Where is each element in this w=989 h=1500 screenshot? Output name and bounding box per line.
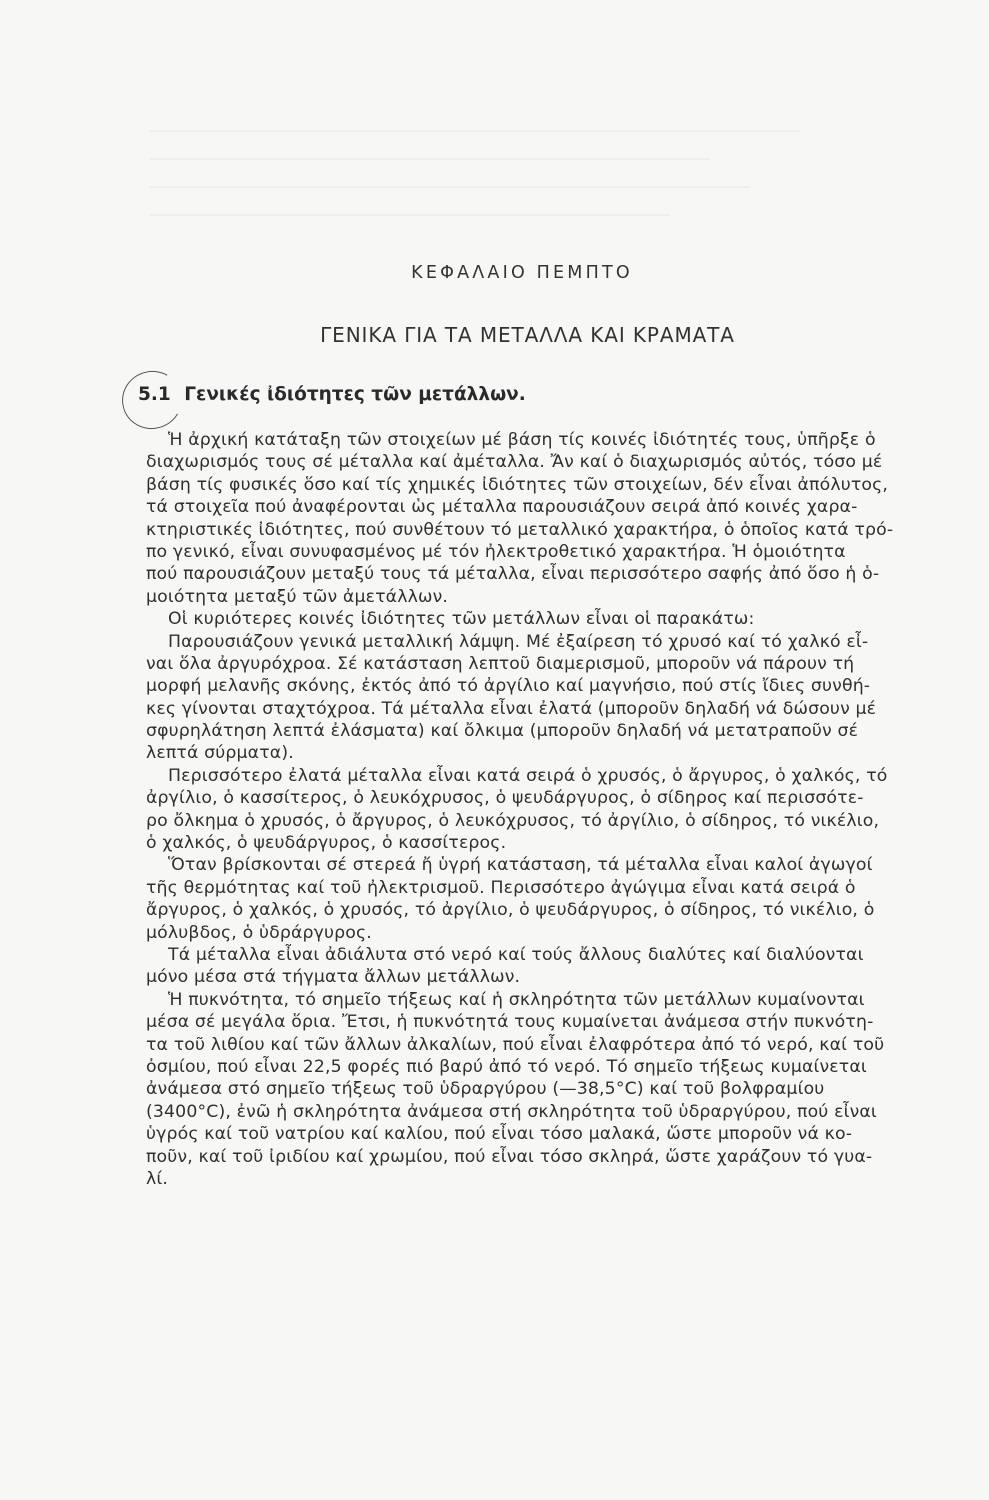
text-line: Παρουσιάζουν γενικά μεταλλική λάμψη. Μέ ἐξαίρεση τό χρυσό καί τό χαλκό εἶ- — [168, 631, 869, 652]
text-line: ναι ὅλα ἀργυρόχροα. Σέ κατάσταση λεπτοῦ διαμερισμοῦ, μποροῦν νά πάρουν τή — [146, 653, 855, 674]
text-line: τά στοιχεῖα πού ἀναφέρονται ὡς μέταλλα παρουσιάζουν σειρά ἀπό κοινές χαρα- — [146, 497, 858, 518]
text-line: μοιότητα μεταξύ τῶν ἀμετάλλων. — [146, 586, 449, 607]
text-line: ὀσμίου, πού εἶναι 22,5 φορές πιό βαρύ ἀπό τό νερό. Τό σημεῖο τήξεως κυμαίνεται — [146, 1056, 867, 1077]
text-line: κτηριστικές ἰδιότητες, πού συνθέτουν τό μεταλλικό χαρακτήρα, ὁ ὁποῖος κατά τρό- — [146, 519, 894, 540]
text-line: Περισσότερο ἐλατά μέταλλα εἶναι κατά σειρά ὁ χρυσός, ὁ ἄργυρος, ὁ χαλκός, τό — [168, 765, 888, 786]
text-line: μέσα σέ μεγάλα ὅρια. Ἔτσι, ἡ πυκνότητά τους κυμαίνεται ἀνάμεσα στήν πυκνότη- — [146, 1012, 874, 1033]
hand-drawn-circle — [116, 364, 189, 436]
text-line: πού παρουσιάζουν μεταξύ τους τά μέταλλα, εἶναι περισσότερο σαφής ἀπό ὅσο ἡ ὁ- — [146, 564, 880, 585]
text-line: πο γενικό, εἶναι συνυφασμένος μέ τόν ἠλεκτροθετικό χαρακτήρα. Ἡ ὁμοιότητα — [146, 541, 846, 562]
bleed-through-line — [150, 186, 750, 188]
text-line: τα τοῦ λιθίου καί τῶν ἄλλων ἀλκαλίων, πού εἶναι ἐλαφρότερα ἀπό τό νερό, καί τοῦ — [146, 1034, 885, 1055]
text-line: (3400°C), ἐνῶ ἡ σκληρότητα ἀνάμεσα στή σκληρότητα τοῦ ὑδραργύρου, πού εἶναι — [146, 1101, 877, 1122]
text-line: μόνο μέσα στά τήγματα ἄλλων μετάλλων. — [146, 967, 521, 988]
text-line: διαχωρισμός τους σέ μέταλλα καί ἀμέταλλα. Ἄν καί ὁ διαχωρισμός αὐτός, τόσο μέ — [146, 452, 883, 473]
text-line: ὑγρός καί τοῦ νατρίου καί καλίου, πού εἶναι τόσο μαλακά, ὥστε μποροῦν νά κο- — [146, 1124, 853, 1145]
text-line: ἀργίλιο, ὁ κασσίτερος, ὁ λευκόχρυσος, ὁ ψευδάργυρος, ὁ σίδηρος καί περισσότε- — [146, 788, 864, 809]
section-title: Γενικές ἰδιότητες τῶν μετάλλων. — [184, 384, 526, 405]
text-line: λεπτά σύρματα). — [146, 743, 294, 764]
text-line: Ὅταν βρίσκονται σέ στερεά ἤ ὑγρή κατάσταση, τά μέταλλα εἶναι καλοί ἀγωγοί — [168, 855, 873, 876]
text-line: τῆς θερμότητας καί τοῦ ἠλεκτρισμοῦ. Περισσότερο ἀγώγιμα εἶναι κατά σειρά ὁ — [146, 877, 856, 898]
text-line: λί. — [146, 1168, 169, 1189]
text-line: Ἡ πυκνότητα, τό σημεῖο τήξεως καί ἡ σκληρότητα τῶν μετάλλων κυμαίνονται — [168, 989, 865, 1010]
text-line: κες γίνονται σταχτόχροα. Τά μέταλλα εἶναι ἐλατά (μποροῦν δηλαδή νά δώσουν μέ — [146, 698, 877, 719]
text-line: βάση τίς φυσικές ὅσο καί τίς χημικές ἰδιότητες τῶν στοιχείων, δέν εἶναι ἀπόλυτος, — [146, 474, 889, 495]
section-number-wrap — [138, 384, 171, 405]
chapter-heading: ΚΕΦΑΛΑΙΟ ΠΕΜΠΤΟ — [411, 263, 633, 283]
bleed-through-line — [150, 158, 710, 160]
text-line: Τά μέταλλα εἶναι ἀδιάλυτα στό νερό καί τούς ἄλλους διαλύτες καί διαλύονται — [168, 944, 864, 965]
chapter-title: ΓΕΝΙΚΑ ΓΙΑ ΤΑ ΜΕΤΑΛΛΑ ΚΑΙ ΚΡΑΜΑΤΑ — [320, 323, 735, 347]
text-line: ἀνάμεσα στό σημεῖο τήξεως τοῦ ὑδραργύρου (—38,5°C) καί τοῦ βολφραμίου — [146, 1079, 825, 1100]
bleed-through-line — [150, 130, 800, 132]
text-line: ὁ χαλκός, ὁ ψευδάργυρος, ὁ κασσίτερος. — [146, 833, 507, 854]
section-heading — [138, 384, 526, 405]
text-line: μόλυβδος, ὁ ὑδράργυρος. — [146, 922, 372, 943]
text-line: ρο ὄλκημα ὁ χρυσός, ὁ ἄργυρος, ὁ λευκόχρυσος, τό ἀργίλιο, ὁ σίδηρος, τό νικέλιο, — [146, 810, 880, 831]
text-line: μορφή μελανῆς σκόνης, ἐκτός ἀπό τό ἀργίλιο καί μαγνήσιο, πού στίς ἴδιες συνθή- — [146, 676, 871, 697]
text-line: ποῦν, καί τοῦ ἰριδίου καί χρωμίου, πού εἶναι τόσο σκληρά, ὥστε χαράζουν τό γυα- — [146, 1146, 873, 1167]
text-line: σφυρηλάτηση λεπτά ἐλάσματα) καί ὄλκιμα (μποροῦν δηλαδή νά μετατραποῦν σέ — [146, 721, 859, 742]
bleed-through-line — [150, 214, 670, 216]
text-line: Οἱ κυριότερες κοινές ἰδιότητες τῶν μετάλλων εἶναι οἱ παρακάτω: — [168, 609, 755, 630]
body-text — [146, 429, 966, 1190]
text-line: Ἡ ἀρχική κατάταξη τῶν στοιχείων μέ βάση τίς κοινές ἰδιότητές τους, ὑπῆρξε ὁ — [168, 430, 876, 450]
text-line: ἄργυρος, ὁ χαλκός, ὁ χρυσός, τό ἀργίλιο, ὁ ψευδάργυρος, ὁ σίδηρος, τό νικέλιο, ὁ — [146, 900, 875, 921]
section-number: 5.1 — [138, 384, 171, 405]
